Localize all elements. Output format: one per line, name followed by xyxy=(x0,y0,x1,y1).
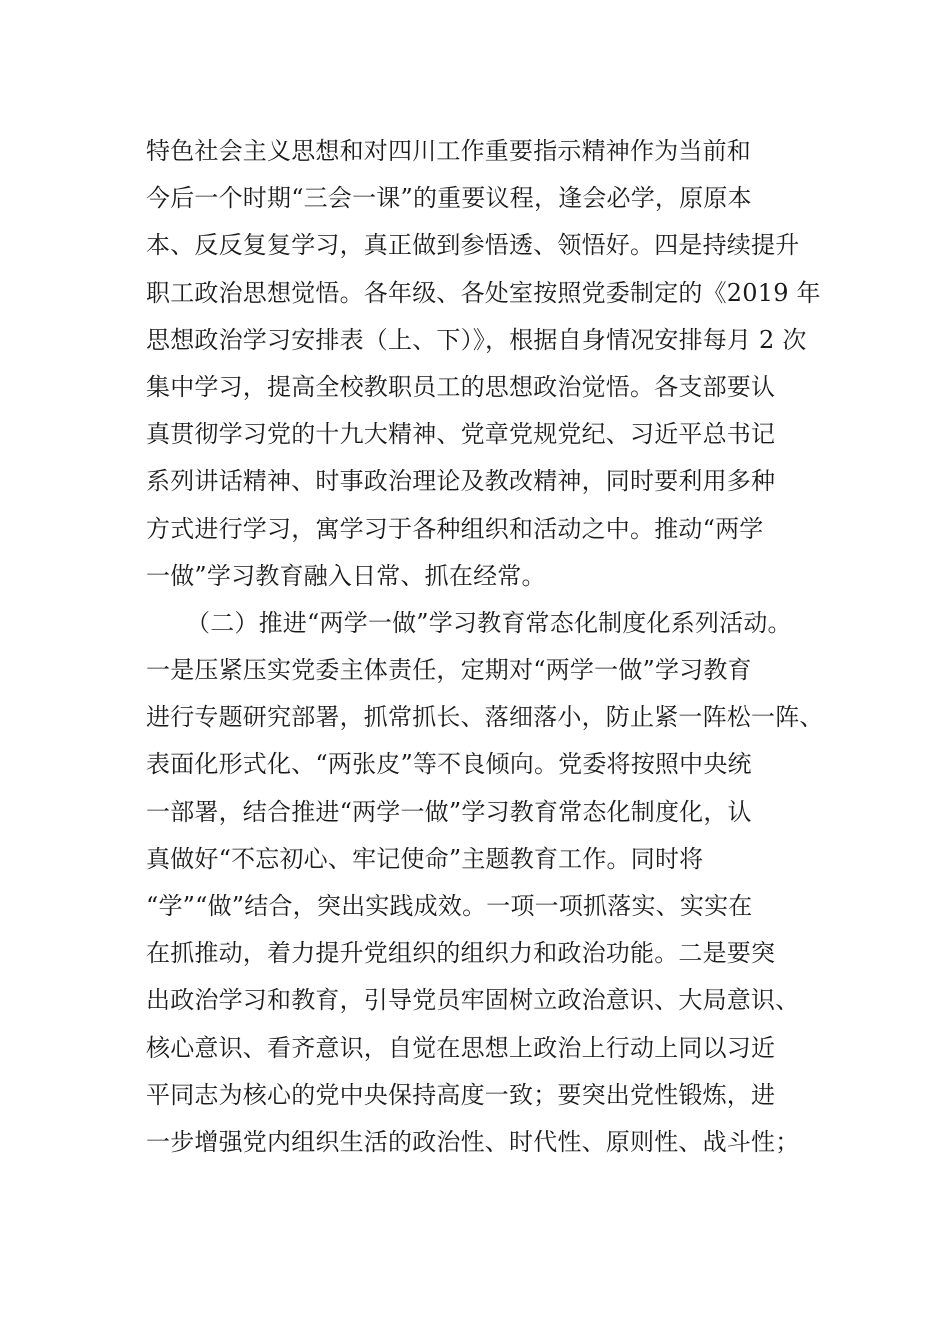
text-line: 核心意识、看齐意识，自觉在思想上政治上行动上同以习近 xyxy=(146,1033,776,1062)
section-heading-line: （二）推进“两学一做”学习教育常态化制度化系列活动。 xyxy=(186,608,792,637)
text-line: 方式进行学习，寓学习于各种组织和活动之中。推动“两学 xyxy=(146,514,764,543)
text-line: 一是压紧压实党委主体责任，定期对“两学一做”学习教育 xyxy=(146,656,752,685)
text-line: 表面化形式化、“两张皮”等不良倾向。党委将按照中央统 xyxy=(146,750,752,779)
text-line: 在抓推动，着力提升党组织的组织力和政治功能。二是要突 xyxy=(146,939,776,968)
text-line: 职工政治思想觉悟。各年级、各处室按照党委制定的《2019 年 xyxy=(146,278,821,307)
text-line: 一部署，结合推进“两学一做”学习教育常态化制度化，认 xyxy=(146,797,752,826)
text-line: “学”“做”结合，突出实践成效。一项一项抓落实、实实在 xyxy=(146,892,753,920)
text-line: 思想政治学习安排表（上、下）》，根据自身情况安排每月 2 次 xyxy=(146,325,807,354)
text-line: 本、反反复复学习，真正做到参悟透、领悟好。四是持续提升 xyxy=(146,231,800,260)
body-text xyxy=(146,128,846,1166)
text-line: 平同志为核心的党中央保持高度一致；要突出党性锻炼，进 xyxy=(146,1080,776,1109)
text-line: 进行专题研究部署，抓常抓长、落细落小，防止紧一阵松一阵、 xyxy=(146,703,824,732)
text-line: 真做好“不忘初心、牢记使命”主题教育工作。同时将 xyxy=(146,844,704,873)
text-line: 特色社会主义思想和对四川工作重要指示精神作为当前和 xyxy=(146,137,751,165)
text-line: 一做”学习教育融入日常、抓在经常。 xyxy=(146,561,546,590)
text-line: 出政治学习和教育，引导党员牢固树立政治意识、大局意识、 xyxy=(146,986,800,1015)
text-line: 集中学习，提高全校教职员工的思想政治觉悟。各支部要认 xyxy=(146,372,776,401)
text-line: 真贯彻学习党的十九大精神、党章党规党纪、习近平总书记 xyxy=(146,420,776,449)
text-line: 一步增强党内组织生活的政治性、时代性、原则性、战斗性； xyxy=(146,1127,800,1156)
text-line: 今后一个时期“三会一课”的重要议程，逢会必学，原原本 xyxy=(146,184,752,213)
text-line: 系列讲话精神、时事政治理论及教改精神，同时要利用多种 xyxy=(146,467,776,496)
